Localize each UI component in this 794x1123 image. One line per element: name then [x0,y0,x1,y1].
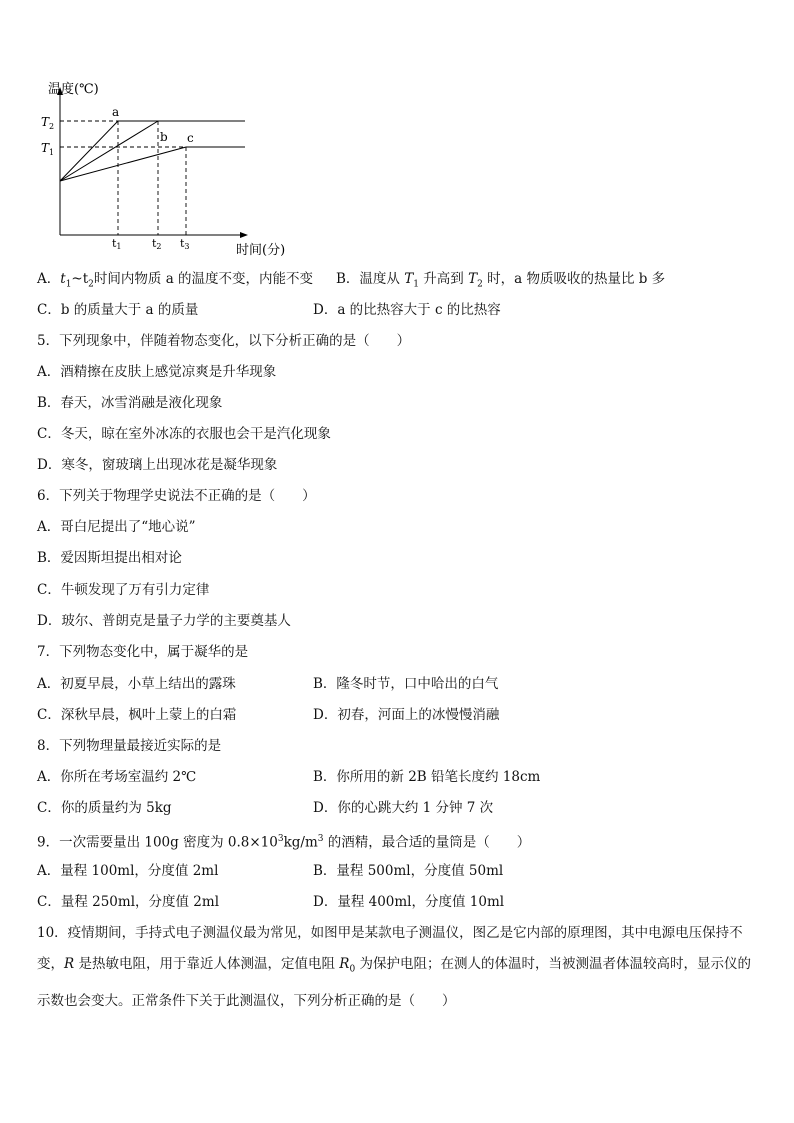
q8-option-c: C．你的质量约为 5kg [37,800,172,816]
q9-option-c: C．量程 250ml，分度值 2ml [37,894,220,910]
q4-option-b: B．温度从 $T_1$ 升高到 $T_2$ 时，a 物质吸收的热量比 b 多 [336,271,666,290]
q6-option-c: C．牛顿发现了万有引力定律 [37,582,210,598]
q4-option-d: D．a 的比热容大于 c 的比热容 [313,302,501,318]
tick-t3: t3 [180,237,190,251]
label-c: c [187,131,194,145]
t2-label: $T_2$ [41,115,55,131]
t1-label: $T_1$ [41,141,55,157]
q4-option-c: C．b 的质量大于 a 的质量 [37,302,199,318]
q5-stem: 5．下列现象中，伴随着物态变化，以下分析正确的是（ ） [37,333,411,349]
q6-stem: 6．下列关于物理学史说法不正确的是（ ） [37,488,316,504]
y-axis-label: 温度(℃) [48,82,99,97]
q7-option-b: B．隆冬时节，口中哈出的白气 [313,676,499,692]
q8-option-d: D．你的心跳大约 1 分钟 7 次 [313,800,494,816]
q9-stem: 9．一次需要量出 100g 密度为 $0.8\times 10^3kg/m^3$ 的酒精，最合适的量筒是（ ） [37,834,531,851]
q9-option-a: A．量程 100ml，分度值 2ml [37,863,219,879]
q4-option-a: A．$t_1\sim t_2$时间内物质 a 的温度不变，内能不变 [37,271,314,290]
q10-stem: 10．疫情期间，手持式电子测温仪最为常见，如图甲是某款电子测温仪，图乙是它内部的原理图，其中电源电压保持不变，R 是热敏电阻，用于靠近人体测温，定值电阻 $R_0$ 为保护电阻；在测人的体温时，当被测温者体温较高时，显示仪的示数也会变大。正常条件下关于此测温仪，下列分析正确的是（ ） [37,925,751,1009]
q6-option-a: A．哥白尼提出了“地心说” [37,519,196,535]
q7-option-d: D．初春，河面上的冰慢慢消融 [313,707,500,723]
q7-option-a: A．初夏早晨，小草上结出的露珠 [37,676,236,692]
q5-option-b: B．春天，冰雪消融是液化现象 [37,395,223,411]
q7-option-c: C．深秋早晨，枫叶上蒙上的白霜 [37,707,237,723]
tick-t2: t2 [152,237,162,251]
q5-option-a: A．酒精擦在皮肤上感觉凉爽是升华现象 [37,364,277,380]
label-a: a [112,105,120,119]
x-axis-arrow [240,232,248,238]
q6-option-d: D．玻尔、普朗克是量子力学的主要奠基人 [37,613,291,629]
q8-option-a: A．你所在考场室温约 2℃ [37,769,197,785]
temperature-time-graph [30,75,300,260]
q9-option-d: D．量程 400ml，分度值 10ml [313,894,505,910]
label-b: b [160,130,168,144]
q5-option-d: D．寒冬，窗玻璃上出现冰花是凝华现象 [37,457,278,473]
q8-option-b: B．你所用的新 2B 铅笔长度约 18cm [313,769,541,785]
x-axis-label: 时间(分) [236,243,286,258]
line-c-rise [60,147,186,181]
tick-t1: t1 [112,237,122,251]
q9-option-b: B．量程 500ml，分度值 50ml [313,863,504,879]
q5-option-c: C．冬天，晾在室外冰冻的衣服也会干是汽化现象 [37,426,331,442]
q7-stem: 7．下列物态变化中，属于凝华的是 [37,644,249,660]
q8-stem: 8．下列物理量最接近实际的是 [37,738,222,754]
q6-option-b: B．爱因斯坦提出相对论 [37,550,182,566]
